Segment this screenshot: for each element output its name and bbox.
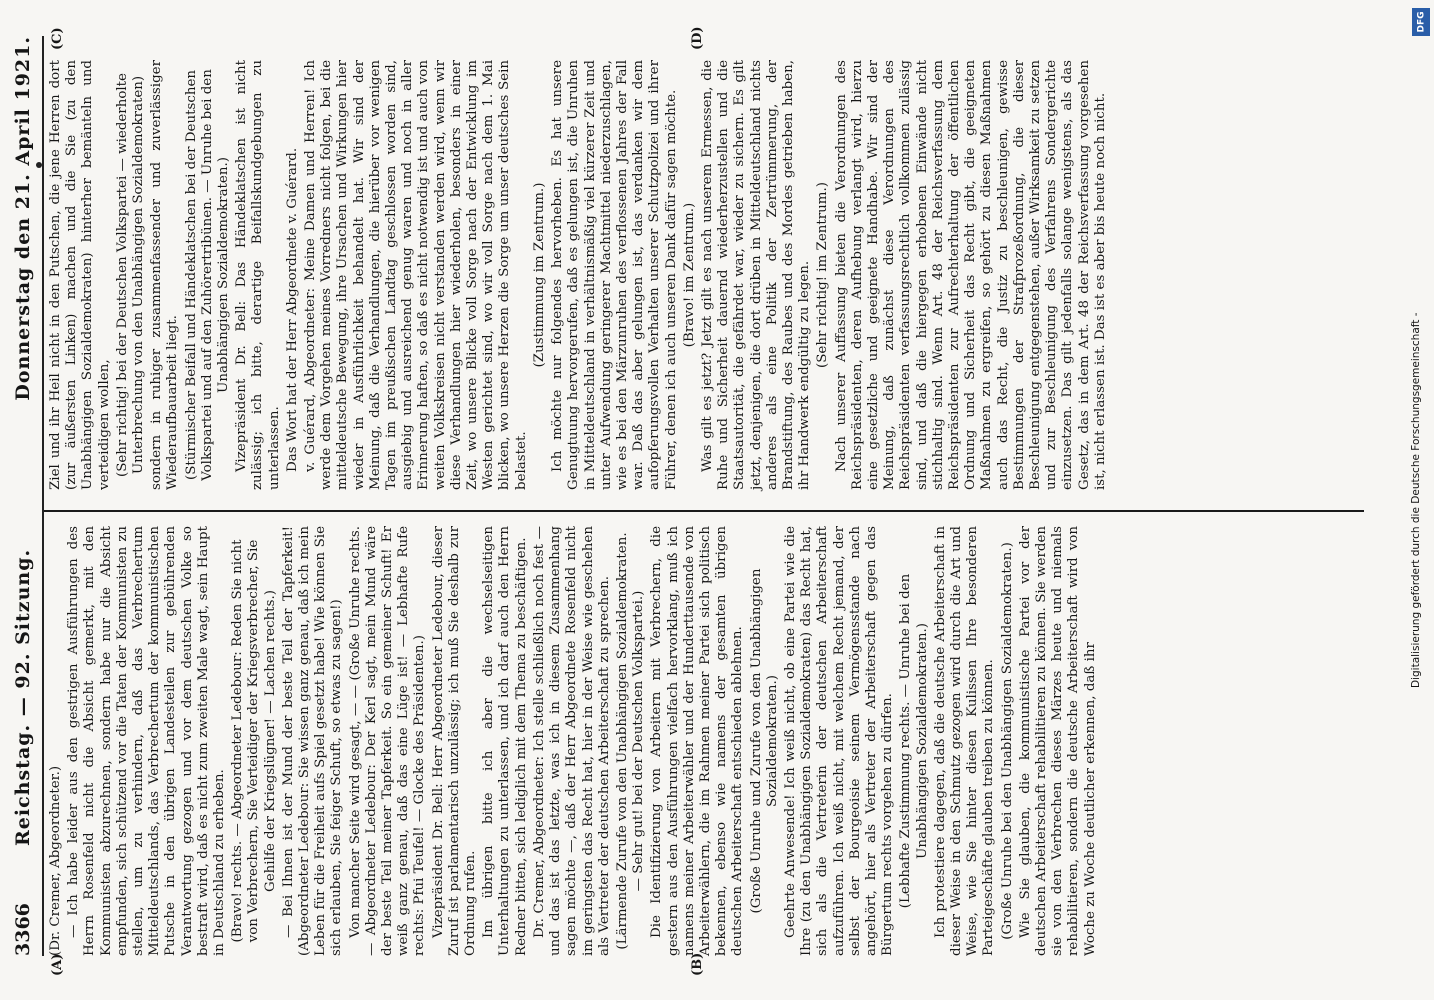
left-column-paragraph: Dr. Cremer, Abgeordneter: Ich stelle schließlich noch fest — und das ist das letzte, was ich in diesem Zusammenhang sagen möchte —, daß der Herr Abgeordnete Rosenfeld nicht im geringsten das Recht hat, hier in der Weise wie geschehen als Vertreter der deutschen Arbeiterschaft zu sprechen. bbox=[531, 526, 612, 956]
header-session-number: — 92. Sitzung. bbox=[12, 548, 34, 717]
ink-dot bbox=[36, 162, 42, 168]
right-column-paragraph: v. Guérard, Abgeordneter: Meine Damen und Herren! Ich werde dem Vorgehen meines Vorredners nicht folgen, bei die mitteldeutsche Bewegung, ihre Ursachen und Wirkungen hier wieder in Ausführlichkeit behandelt hat. Wir sind der Meinung, daß die Verhandlungen, die hierüber vor wenigen Tagen im preußischen Landtag geschlossen worden sind, ausgiebig und ausreichend genug waren und noch in aller Erinnerung haften, so daß es nicht notwendig ist und auch von weiten Volkskreisen nicht verstanden werden wird, wenn wir diese Verhandlungen hier wiederholen, besonders in einer Zeit, wo unsere Blicke voll Sorge nach der Entwicklung im Westen gerichtet sind, wo wir voll Sorge nach dem 1. Mai blicken, wo unsere Herzen die Sorge um unser deutsches Sein belastet. bbox=[303, 60, 529, 490]
left-column-paragraph: (Lebhafte Zustimmung rechts. — Unruhe bei den Unabhängigen Sozialdemokraten.) bbox=[898, 573, 930, 909]
left-column-paragraph: Vizepräsident Dr. Bell: Herr Abgeordneter Ledebour, dieser Zuruf ist parlamentarisch unzulässig; ich muß Sie deshalb zur Ordnung rufen. bbox=[430, 526, 479, 956]
left-column-paragraph: Die Identifizierung von Arbeitern mit Verbrechern, die gestern aus den Ausführungen vielfach hervorklang, muß ich namens meiner Arbeiterwähler und der Hunderttausende von Arbeiterwählern, die im Rahmen meiner Partei sich politisch bekennen, ebenso wie namens der gesamten übrigen deutschen Arbeiterschaft entschieden ablehnen. bbox=[649, 526, 746, 956]
left-column-paragraph: Von mancher Seite wird gesagt, — — (Große Unruhe rechts. — Abgeordneter Ledebour: Der Kerl sagt, mein Mund wäre der beste Teil meiner Tapferkeit. So ein gemeiner Schuft! Er weiß ganz genau, daß das eine Lüge ist! — Lebhafte Rufe rechts: Pfui Teufel! — Glocke des Präsidenten.) bbox=[347, 526, 428, 956]
left-column-paragraph: (Große Unruhe bei den Unabhängigen Sozialdemokraten.) bbox=[999, 542, 1015, 940]
header-chamber: Reichstag. bbox=[12, 723, 34, 846]
right-column-paragraph: Nach unserer Auffassung bieten die Verordnungen des Reichspräsidenten, deren Aufhebung verlangt wird, hierzu eine gesetzliche und geeignete Handhabe. Wir sind der Meinung, daß zunächst diese Verordnungen des Reichspräsidenten verfassungsrechtlich vollkommen zulässig sind, und daß die hiergegen erhobenen Einwände nicht stichhaltig sind. Wenn Art. 48 der Reichsverfassung dem Reichspräsidenten zur Aufrechterhaltung der öffentlichen Ordnung und Sicherheit das Recht gibt, die geeigneten Maßnahmen zu ergreifen, so gehört zu diesen Maßnahmen auch das Recht, die Justiz zu beschleunigen, gewisse Bestimmungen der Strafprozeßordnung, die dieser Beschleunigung entgegenstehen, außer Wirksamkeit zu setzen und zur Beschleunigung des Verfahrens Sondergerichte einzusetzen. Das gilt jedenfalls solange wenigstens, als das Gesetz, das in dem Art. 48 der Reichsverfassung vorgesehen ist, nicht erlassen ist. Das ist es aber bis heute noch nicht. bbox=[833, 60, 1108, 490]
margin-marker-c: (C) bbox=[50, 27, 65, 50]
right-column bbox=[48, 60, 1111, 490]
column-divider bbox=[44, 510, 1364, 512]
margin-marker-d: (D) bbox=[690, 26, 705, 50]
right-column-paragraph: (Sehr richtig! bei der Deutschen Volkspartei — wiederholte Unterbrechung von den Unabhängigen Sozialdemokraten) bbox=[114, 73, 147, 478]
right-column-paragraph: (Zustimmung im Zentrum.) bbox=[531, 182, 547, 368]
header-date: Donnerstag den 21. April 1921. bbox=[12, 36, 34, 401]
right-column-paragraph: Ich möchte nur folgendes hervorheben. Es hat unsere Genugtuung hervorgerufen, daß es gelungen ist, die Unruhen in Mitteldeutschland in verhältnismäßig viel kürzerer Zeit und unter Aufwendung geringerer Machtmittel niederzuschlagen, wie es bei den Märzunruhen des verflossenen Jahres der Fall war. Daß das aber gelungen ist, das verdanken wir dem aufopferungsvollen Verhalten unserer Schutzpolizei und ihrer Führer, denen ich auch unseren Dank dafür sagen möchte. bbox=[550, 60, 679, 490]
left-column-paragraph: Wie Sie glauben, die kommunistische Partei vor der deutschen Arbeiterschaft rehabilitieren zu können. Sie werden sie von den Verbrechen dieses Märzes heute und niemals rehabilitieren, sondern die deutsche Arbeiterschaft wird von Woche zu Woche deutlicher erkennen, daß ihr bbox=[1017, 526, 1098, 956]
right-column-paragraph: sondern in ruhiger zusammenfassender und zuverlässiger Wiederaufbauarbeit liegt. bbox=[149, 60, 181, 490]
dfg-logo: DFG bbox=[1412, 8, 1430, 36]
right-column-paragraph: Was gilt es jetzt? Jetzt gilt es nach unserem Ermessen, die Ruhe und Sicherheit dauernd wiederherzustellen und die Staatsautorität, die gefährdet war, wieder zu sichern. Es gilt jetzt, denjenigen, die dort drüben in Mitteldeutschland nichts anderes als eine Politik der Zertrümmerung, der Brandstiftung, des Raubes und des Mordes getrieben haben, ihr Handwerk endgültig zu legen. bbox=[699, 60, 813, 490]
right-column-paragraph: (Sehr richtig! im Zentrum.) bbox=[815, 182, 831, 368]
left-column bbox=[48, 526, 1101, 956]
right-column-paragraph: Vizepräsident Dr. Bell: Das Händeklatschen ist nicht zulässig; ich bitte, derartige Beifallskundgebungen zu unterlassen. bbox=[234, 60, 282, 490]
left-column-paragraph: (Lärmende Zurufe von den Unabhängigen Sozialdemokraten. — Sehr gut! bei der Deutschen Volkspartei.) bbox=[614, 532, 647, 950]
left-column-paragraph: Im übrigen bitte ich aber die wechselseitigen Unterhaltungen zu unterlassen, und ich darf auch den Herrn Redner bitten, sich lediglich mit dem Thema zu beschäftigen. bbox=[481, 526, 529, 956]
right-column-paragraph: Das Wort hat der Herr Abgeordnete v. Guérard. bbox=[284, 147, 300, 472]
left-column-paragraph: (Große Unruhe und Zurufe von den Unabhängigen Sozialdemokraten.) bbox=[748, 568, 780, 914]
left-column-paragraph: — Ich habe leider aus den gestrigen Ausführungen des Herrn Rosenfeld nicht die Absicht gemerkt, mit den Kommunisten abzurechnen, sondern habe nur die Absicht empfunden, sich schützend vor die Taten der Kommunisten zu stellen, um zu verhindern, daß das Verbrechertum Mitteldeutschlands, das Verbrechertum der kommunistischen Putsche in den übrigen Landesteilen zur gebührenden Verantwortung gezogen und vor dem deutschen Volke so bestraft wird, daß es nicht zum zweiten Male wagt, sein Haupt in Deutschland zu erheben. bbox=[66, 526, 228, 956]
header-session bbox=[12, 549, 34, 846]
margin-marker-b: (B) bbox=[690, 952, 705, 976]
page-number: 3366 bbox=[12, 903, 34, 956]
left-column-paragraph: Geehrte Anwesende! Ich weiß nicht, ob eine Partei wie die Ihre (zu den Unabhängigen Sozialdemokraten) das Recht hat, sich als die Vertreterin der deutschen Arbeiterschaft aufzuführen. Ich weiß nicht, mit welchem Recht jemand, der selbst der Bourgeoisie seinem Vermögensstande nach angehört, hier als Vertreter der Arbeiterschaft gegen das Bürgertum rechts vorgehen zu dürfen. bbox=[782, 526, 896, 956]
digitization-note: Digitalisierung gefördert durch die Deutsche Forschungsgemeinschaft - bbox=[1410, 312, 1422, 688]
right-column-paragraph: Ziel und ihr Heil nicht in den Putschen, die jene Herren dort (zur äußersten Linken) machen und die Sie (zu den Unabhängigen Sozialdemokraten) hinterher bemänteln und verteidigen wollen, bbox=[48, 60, 112, 490]
left-column-paragraph: Ich protestiere dagegen, daß die deutsche Arbeiterschaft in dieser Weise in den Schmutz gezogen wird durch die Art und Weise, wie Sie hinter diesen Kulissen Ihre besonderen Parteigeschäfte glauben treiben zu können. bbox=[932, 526, 997, 956]
right-column-paragraph: (Bravo! im Zentrum.) bbox=[681, 202, 697, 348]
left-column-paragraph: (Bravo! rechts. — Abgeordneter Ledebour: Reden Sie nicht von Verbrechern, Sie Verteidiger der Kriegsverbrecher, Sie Gehilfe der Kriegslügner! — Lachen rechts.) bbox=[230, 539, 278, 943]
left-column-paragraph: (Dr. Cremer, Abgeordneter.) bbox=[48, 765, 63, 956]
page-header bbox=[8, 36, 44, 956]
right-column-paragraph: (Stürmischer Beifall und Händeklatschen bei der Deutschen Volkspartei und auf den Zuhörertribünen. — Unruhe bei den Unabhängigen Sozialdemokraten.) bbox=[183, 69, 232, 481]
left-column-paragraph: — Bei Ihnen ist der Mund der beste Teil der Tapferkeit! (Abgeordneter Ledebour: Sie wissen ganz genau, daß ich mein Leben für die Freiheit aufs Spiel gesetzt habe! Wie können Sie sich erlauben, Sie feiger Schuft, so etwas zu sagen!) bbox=[280, 526, 345, 956]
margin-marker-a: (A) bbox=[50, 953, 65, 976]
